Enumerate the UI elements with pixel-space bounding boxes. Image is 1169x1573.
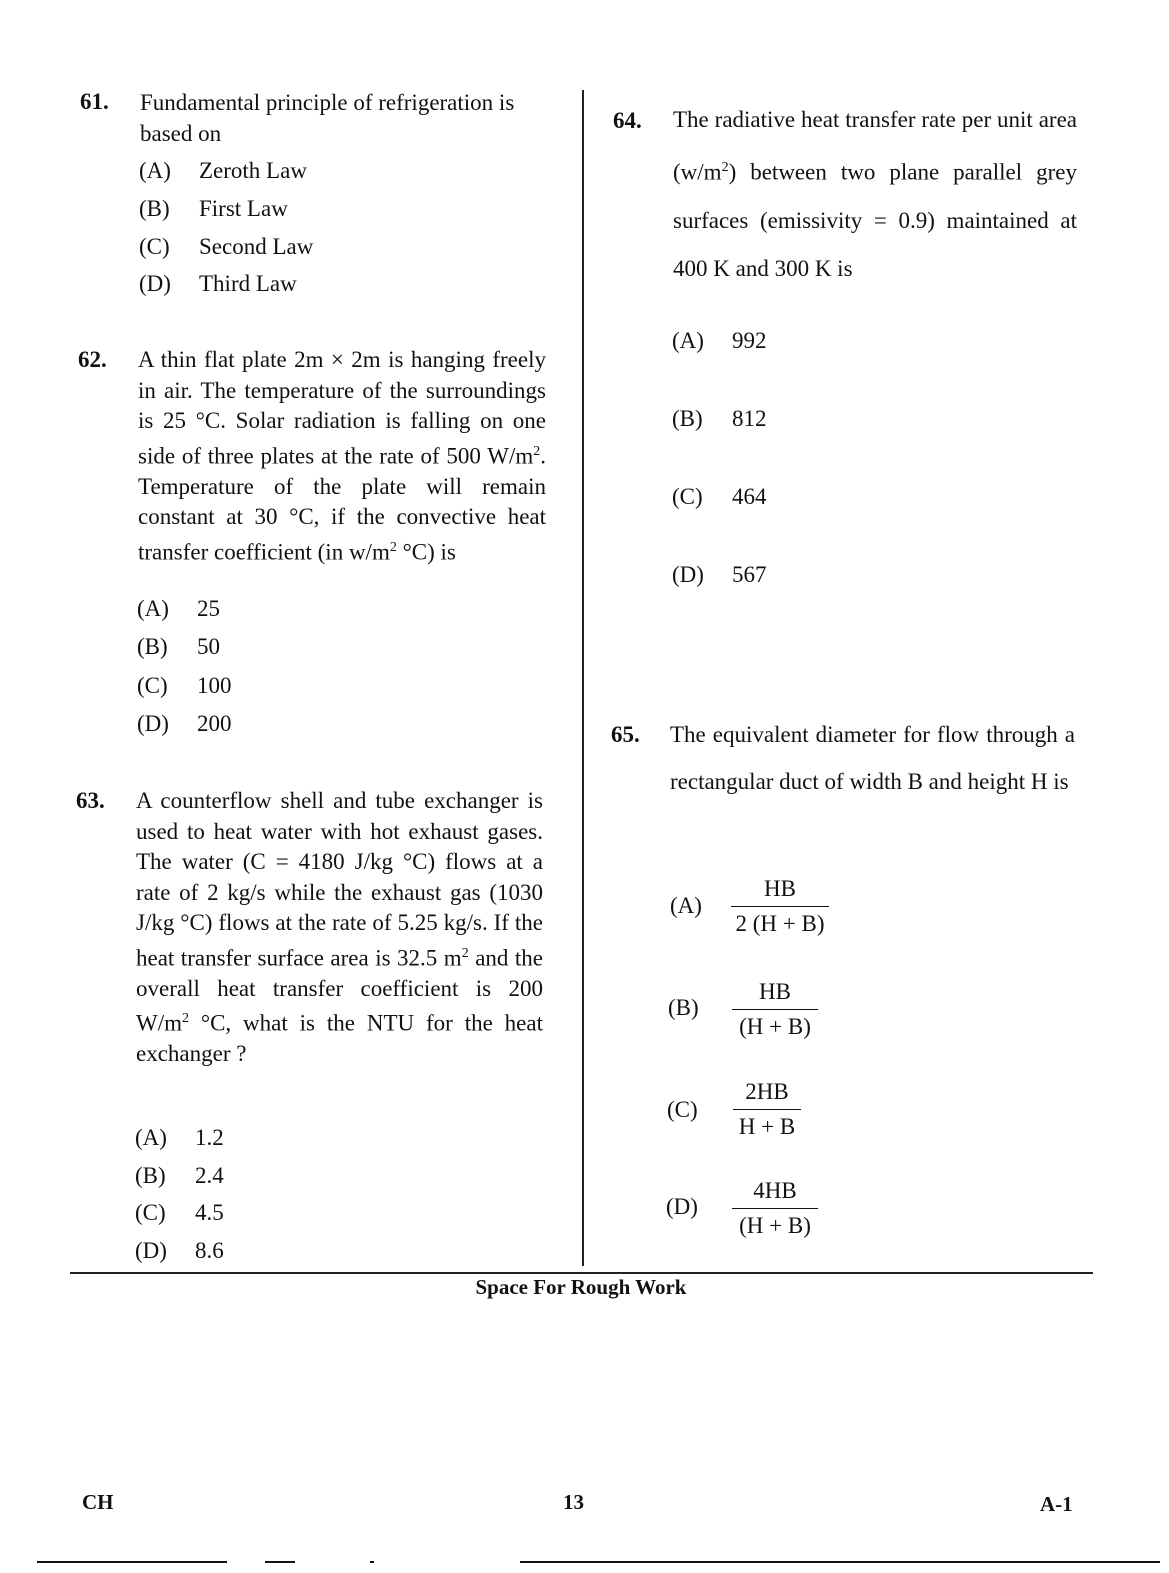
option-label: (D) bbox=[666, 1194, 698, 1219]
option-d[interactable]: (D) 567 bbox=[672, 562, 767, 587]
option-b[interactable]: (B) First Law bbox=[139, 196, 288, 221]
option-d[interactable]: (D) 8.6 bbox=[135, 1238, 224, 1263]
question-number: 64. bbox=[613, 108, 642, 133]
option-b[interactable]: (B) 812 bbox=[672, 406, 767, 431]
footer-booklet-code: A-1 bbox=[1040, 1492, 1073, 1516]
option-label: (C) bbox=[667, 1097, 698, 1122]
bottom-rule bbox=[520, 1561, 1160, 1563]
bottom-rule bbox=[37, 1561, 227, 1563]
option-b[interactable]: (B) 50 bbox=[137, 634, 220, 659]
option-a[interactable]: (A) 1.2 bbox=[135, 1125, 224, 1150]
question-number: 63. bbox=[76, 788, 105, 813]
option-a[interactable]: (A) Zeroth Law bbox=[139, 158, 307, 183]
option-c[interactable]: (C) 464 bbox=[672, 484, 767, 509]
page-number: 13 bbox=[563, 1490, 584, 1514]
bottom-rule bbox=[370, 1561, 374, 1563]
column-divider bbox=[582, 90, 584, 1266]
option-a[interactable]: (A) 992 bbox=[672, 328, 767, 353]
footer-subject-code: CH bbox=[82, 1490, 114, 1514]
rough-work-heading: Space For Rough Work bbox=[475, 1275, 687, 1299]
option-c[interactable]: (C) Second Law bbox=[139, 234, 314, 259]
question-text: A thin flat plate 2m × 2m is hanging freely in air. The temperature of the surroundings is 25 °C. Solar radiation is falling on one side of three plates at the rate of 500 $W/m^2$. Temperature of the plate will remain constant at 30 °C, if the convective heat transfer coefficient (in $w/m^2$ °C) is bbox=[138, 347, 546, 565]
option-label: (B) bbox=[668, 995, 699, 1020]
question-text: Fundamental principle of refrigeration is based on bbox=[140, 90, 515, 146]
fraction: HB (H + B) bbox=[732, 979, 818, 1040]
option-label: (A) bbox=[670, 893, 702, 918]
option-a[interactable]: (A) 25 bbox=[137, 596, 220, 621]
bottom-rule bbox=[265, 1561, 295, 1563]
section-divider bbox=[70, 1272, 1093, 1274]
option-d[interactable]: (D) Third Law bbox=[139, 271, 297, 296]
option-b[interactable]: (B) 2.4 bbox=[135, 1163, 224, 1188]
fraction: HB 2 (H + B) bbox=[731, 876, 829, 937]
question-text: The radiative heat transfer rate per unit area $(w/m^2)$ between two plane parallel grey surfaces (emissivity = 0.9) maintained at 400 K and 300 K is bbox=[673, 107, 1077, 281]
option-c[interactable]: (C) 100 bbox=[137, 673, 232, 698]
question-number: 61. bbox=[80, 89, 109, 114]
question-text: The equivalent diameter for flow through a rectangular duct of width B and height H is bbox=[670, 722, 1075, 794]
question-number: 62. bbox=[78, 347, 107, 372]
fraction: 2HB H + B bbox=[733, 1079, 801, 1140]
question-text: A counterflow shell and tube exchanger is used to heat water with hot exhaust gases. The water (C = 4180 J/kg °C) flows at a rate of 2 kg/s while the exhaust gas (1030 J/kg °C) flows at the rate of 5.25 kg/s. If the heat transfer surface area is 32.5 $m^2$ and the overall heat transfer coefficient is 200 $W/m^2$ °C, what is the NTU for the heat exchanger ? bbox=[136, 788, 544, 1067]
option-d[interactable]: (D) 200 bbox=[137, 711, 232, 736]
option-c[interactable]: (C) 4.5 bbox=[135, 1200, 224, 1225]
fraction: 4HB (H + B) bbox=[732, 1178, 818, 1239]
question-number: 65. bbox=[611, 722, 640, 747]
